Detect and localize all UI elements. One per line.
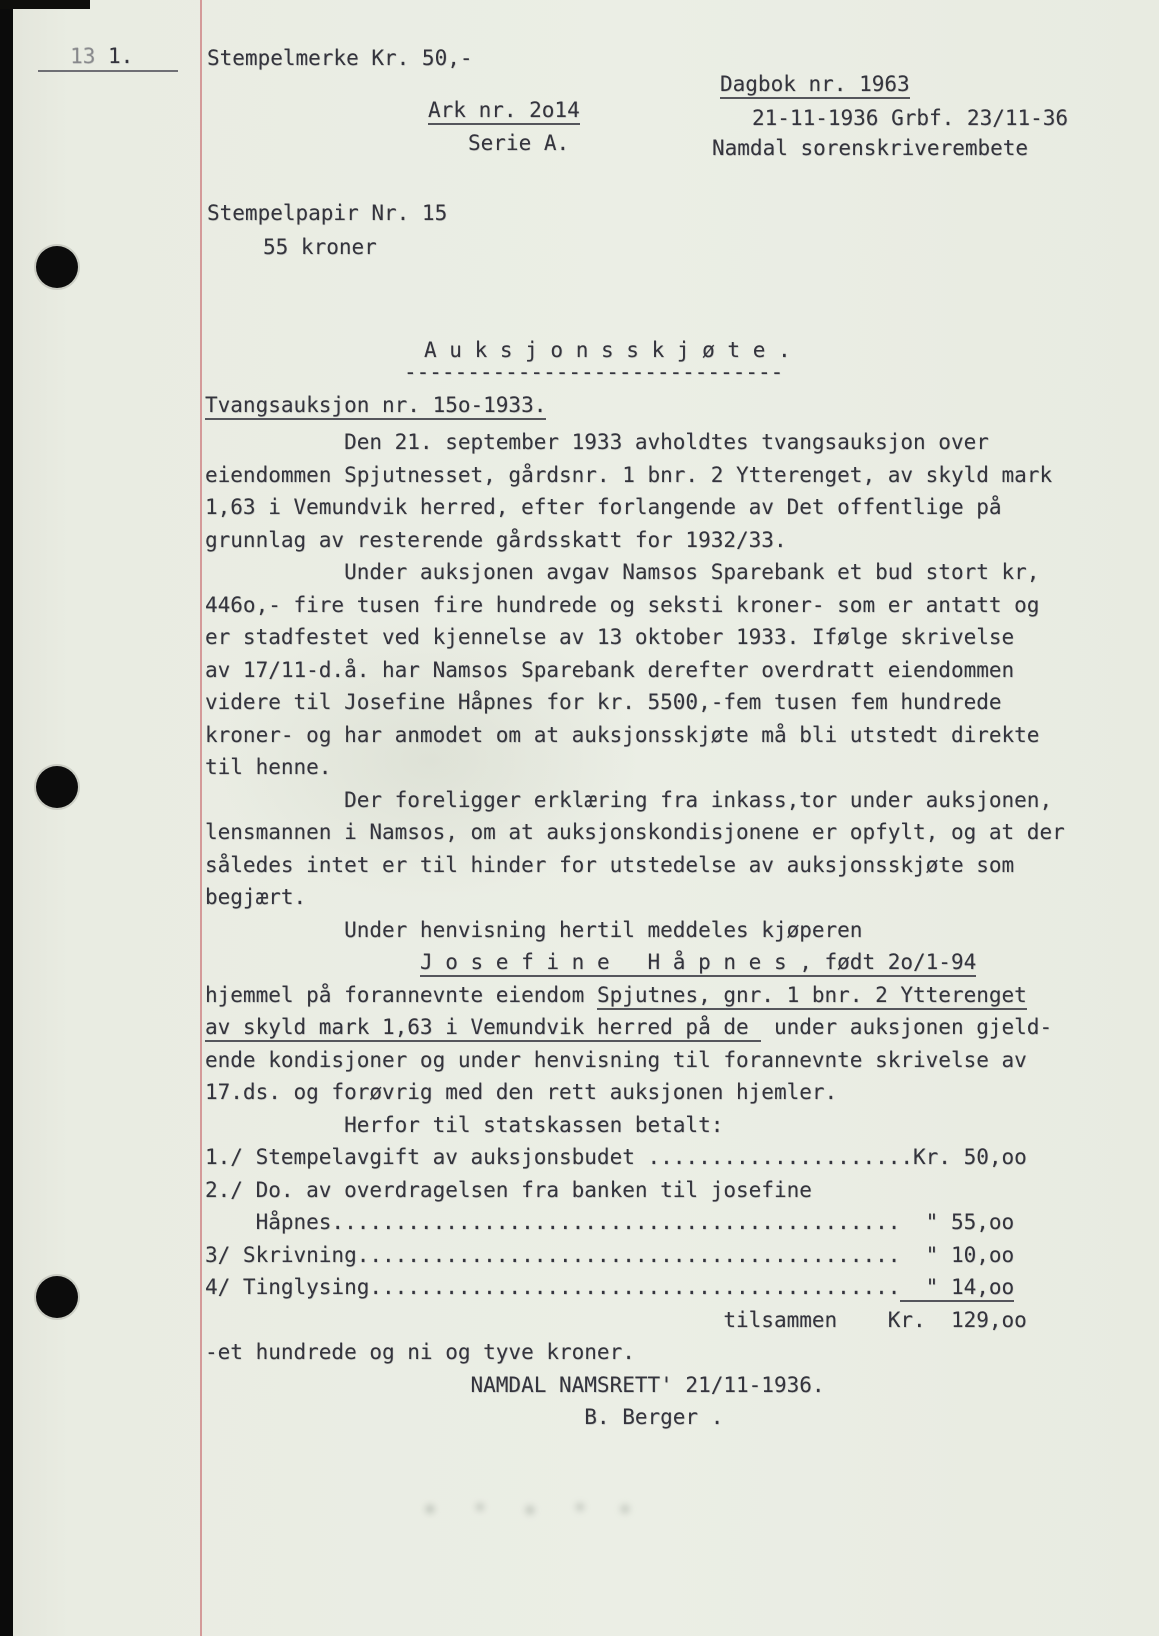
page-number <box>70 40 133 73</box>
office-name: Namdal sorenskriverembete <box>712 136 1029 160</box>
punch-hole <box>36 1276 78 1318</box>
body-line-buyer-name <box>205 946 1065 979</box>
document-body <box>205 426 1065 1434</box>
plain-text: hjemmel på forannevnte eiendom <box>205 982 597 1007</box>
page-number-crossed: 13 <box>70 44 96 68</box>
punch-hole <box>36 766 78 808</box>
ark-number <box>428 94 580 127</box>
date-line: 21-11-1936 Grbf. 23/11-36 <box>752 106 1069 130</box>
body-line: Den 21. september 1933 avholdtes tvangsauksjon over <box>205 430 989 454</box>
body-line: er stadfestet ved kjennelse av 13 oktober 1933. Ifølge skrivelse <box>205 625 1015 649</box>
stamp-paper-line-1: Stempelpapir Nr. 15 <box>207 201 448 225</box>
red-margin-rule-line <box>200 0 202 1636</box>
body-line: kroner- og har anmodet om at auksjonsskjøte må bli utstedt direkte <box>205 722 1040 747</box>
body-line: således intet er til hinder for utstedelse av auksjonsskjøte som <box>205 852 1015 877</box>
case-reference-text: Tvangsauksjon nr. 15o-1933. <box>205 393 546 420</box>
body-line: 1,63 i Vemundvik herred, efter forlangende av Det offentlige på <box>205 495 1002 519</box>
stamp-paper-line-2: 55 kroner <box>263 235 377 259</box>
body-line: Der foreligger erklæring fra inkass,tor under auksjonen, <box>205 787 1053 812</box>
dagbok-number-text: Dagbok nr. 1963 <box>720 72 910 99</box>
fee-line-2b: Håpnes............................................. " 55,oo <box>205 1210 1015 1234</box>
body-line: Herfor til statskassen betalt: <box>205 1112 724 1137</box>
case-reference <box>205 389 546 422</box>
signature-line: B. Berger . <box>205 1405 724 1429</box>
faded-ink-smudge <box>410 1492 650 1526</box>
body-line: 446o,- fire tusen fire hundrede og seksti kroner- som er antatt og <box>205 592 1040 617</box>
sum-rule-amount: " 14,oo <box>900 1275 1014 1302</box>
plain-text: 4/ Tinglysing.......................................... <box>205 1275 901 1299</box>
body-line: Under henvisning hertil meddeles kjøperen <box>205 917 863 942</box>
page-number-underline <box>38 70 178 72</box>
stamp-duty-note: Stempelmerke Kr. 50,- <box>207 46 473 70</box>
skyld-underlined: av skyld mark 1,63 i Vemundvik herred på de <box>205 1015 761 1042</box>
body-line: ende kondisjoner og under henvisning til forannevnte skrivelse av <box>205 1047 1027 1072</box>
body-line: Under auksjonen avgav Namsos Sparebank et bud stort kr, <box>205 560 1040 584</box>
plain-text: under auksjonen gjeld- <box>761 1015 1053 1039</box>
page-number-value: 1. <box>95 44 134 68</box>
body-line: til henne. <box>205 755 332 779</box>
body-line: begjært. <box>205 885 307 909</box>
fee-line-2: 2./ Do. av overdragelsen fra banken til josefine <box>205 1177 812 1202</box>
amount-in-words: -et hundrede og ni og tyve kroner. <box>205 1340 635 1364</box>
body-line: grunnlag av resterende gårdsskatt for 1932/33. <box>205 527 787 552</box>
court-date-line: NAMDAL NAMSRETT' 21/11-1936. <box>205 1372 825 1397</box>
buyer-name-underlined: J o s e f i n e H å p n e s , født 2o/1-94 <box>420 950 976 977</box>
body-line-property <box>205 979 1065 1012</box>
body-line: 17.ds. og forøvrig med den rett auksjonen hjemler. <box>205 1080 838 1104</box>
body-line-skyld <box>205 1011 1065 1044</box>
body-line: av 17/11-d.å. har Namsos Sparebank derefter overdratt eiendommen <box>205 657 1015 682</box>
serie-label: Serie A. <box>468 131 570 155</box>
fee-line-1: 1./ Stempelavgift av auksjonsbudet .....................Kr. 50,oo <box>205 1145 1027 1169</box>
document-title: A u k s j o n s s k j ø t e . <box>424 338 791 362</box>
fee-line-3: 3/ Skrivning........................................... " 10,oo <box>205 1242 1015 1267</box>
property-name-underlined: Spjutnes, gnr. 1 bnr. 2 Ytterenget <box>597 983 1027 1010</box>
body-line: lensmannen i Namsos, om at auksjonskondisjonene er opfylt, og at der <box>205 820 1065 844</box>
total-line: tilsammen Kr. 129,oo <box>205 1307 1027 1332</box>
scan-top-corner-shadow <box>0 0 90 9</box>
indent <box>205 950 420 974</box>
scan-left-edge <box>0 0 13 1636</box>
fee-line-4 <box>205 1271 1065 1304</box>
punch-hole <box>36 246 78 288</box>
dagbok-number <box>720 68 910 101</box>
body-line: eiendommen Spjutnesset, gårdsnr. 1 bnr. 2 Ytterenget, av skyld mark <box>205 462 1053 487</box>
body-line: videre til Josefine Håpnes for kr. 5500,-fem tusen fem hundrede <box>205 690 1002 714</box>
title-dashed-rule: ------------------------------ <box>404 360 784 384</box>
ark-number-text: Ark nr. 2o14 <box>428 98 580 125</box>
